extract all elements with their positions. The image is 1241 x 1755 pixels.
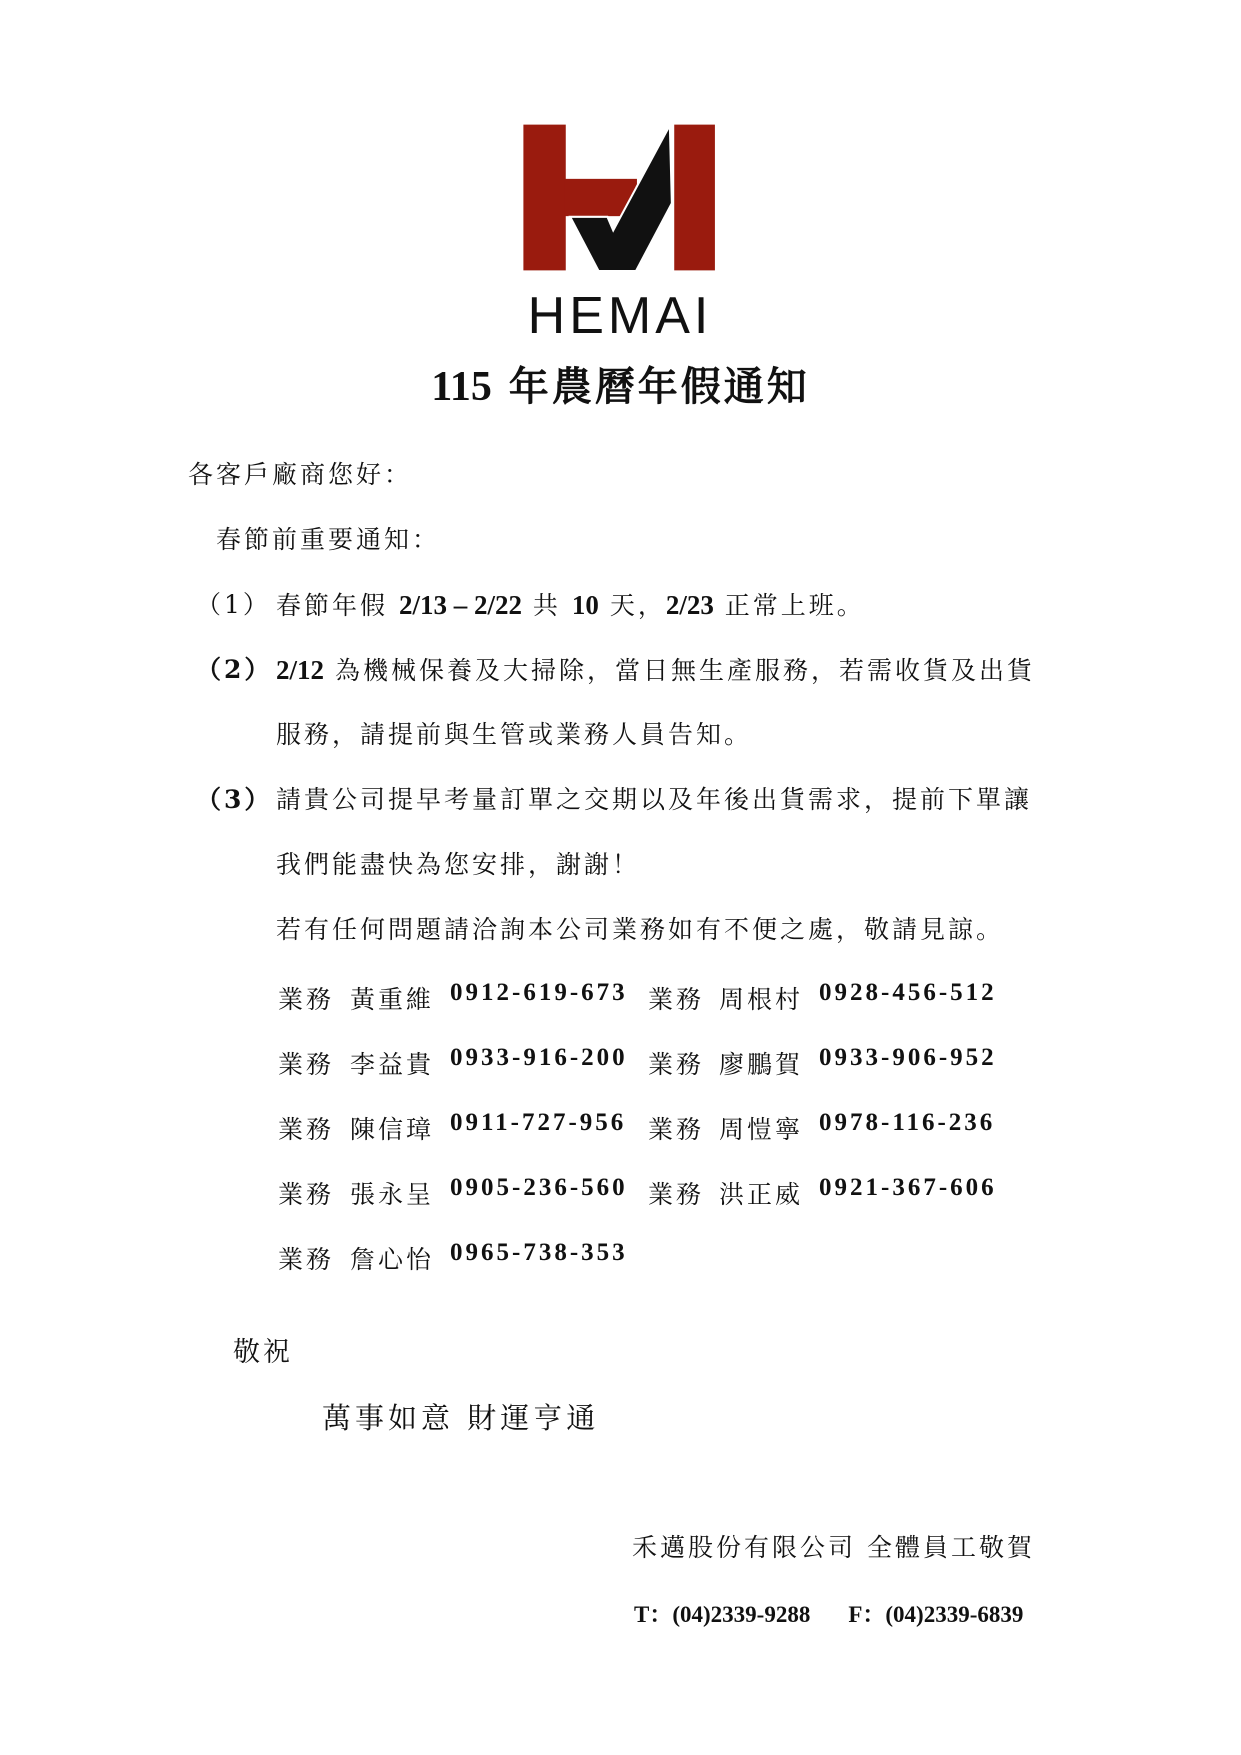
sales-name: 陳信璋 [350, 1115, 435, 1144]
sales-role: 業務 [278, 1245, 335, 1274]
sales-role: 業務 [278, 1180, 335, 1209]
sales-role: 業務 [648, 985, 705, 1014]
sales-phone: 0921-367-606 [819, 1174, 997, 1201]
sales-phone: 0933-906-952 [819, 1044, 997, 1071]
sales-role: 業務 [278, 985, 335, 1014]
sales-role: 業務 [648, 1180, 705, 1209]
subheading: 春節前重要通知： [216, 525, 441, 554]
item-3-marker: （3） [196, 785, 273, 814]
sales-role: 業務 [278, 1115, 335, 1144]
signature: 禾邁股份有限公司 全體員工敬賀 [632, 1533, 1035, 1562]
sales-name: 周愷寧 [719, 1115, 804, 1144]
hemai-logo [520, 120, 720, 275]
greeting: 各客戶廠商您好： [188, 460, 413, 489]
sales-name: 周根村 [719, 985, 804, 1014]
sales-phone: 0978-116-236 [819, 1109, 996, 1136]
sales-role: 業務 [648, 1050, 705, 1079]
sales-name: 黃重維 [350, 985, 435, 1014]
item-1-marker: （1） [196, 590, 271, 619]
sales-name: 洪正威 [719, 1180, 804, 1209]
sales-phone: 0912-619-673 [450, 979, 628, 1006]
sales-name: 張永呈 [350, 1180, 435, 1209]
sales-role: 業務 [648, 1115, 705, 1144]
sales-phone: 0905-236-560 [450, 1174, 628, 1201]
contact-line [634, 1596, 1023, 1629]
tel-label: T： [634, 1602, 673, 1627]
sales-phone: 0965-738-353 [450, 1239, 628, 1266]
item-2-line-2: 服務，請提前與生管或業務人員告知。 [276, 720, 753, 749]
salutation: 敬祝 [233, 1337, 293, 1368]
sales-name: 廖鵬賀 [719, 1050, 804, 1079]
item-3-line-1: 請貴公司提早考量訂單之交期以及年後出貨需求，提前下單讓 [276, 785, 1033, 814]
item-1-text: 春節年假 2/13 – 2/22 共 10 天，2/23 正常上班。 [276, 590, 865, 620]
brand-name: HEMAI [527, 287, 713, 345]
closing-note: 若有任何問題請洽詢本公司業務如有不便之處，敬請見諒。 [276, 915, 1005, 944]
page-title: 115 年農曆年假通知 [431, 363, 810, 410]
item-2-marker: （2） [196, 655, 273, 684]
tel-number: (04)2339-9288 [672, 1602, 811, 1627]
sales-phone: 0928-456-512 [819, 979, 997, 1006]
item-3-line-2: 我們能盡快為您安排，謝謝！ [276, 850, 641, 879]
fax-number: (04)2339-6839 [885, 1602, 1024, 1627]
fax-label: F： [848, 1602, 886, 1627]
sales-phone: 0933-916-200 [450, 1044, 628, 1071]
sales-name: 詹心怡 [350, 1245, 435, 1274]
wishes: 萬事如意 財運亨通 [322, 1401, 600, 1435]
item-2-line-1: 2/12 為機械保養及大掃除，當日無生產服務，若需收貨及出貨 [276, 655, 1035, 685]
sales-role: 業務 [278, 1050, 335, 1079]
sales-name: 李益貴 [350, 1050, 435, 1079]
sales-phone: 0911-727-956 [450, 1109, 627, 1136]
